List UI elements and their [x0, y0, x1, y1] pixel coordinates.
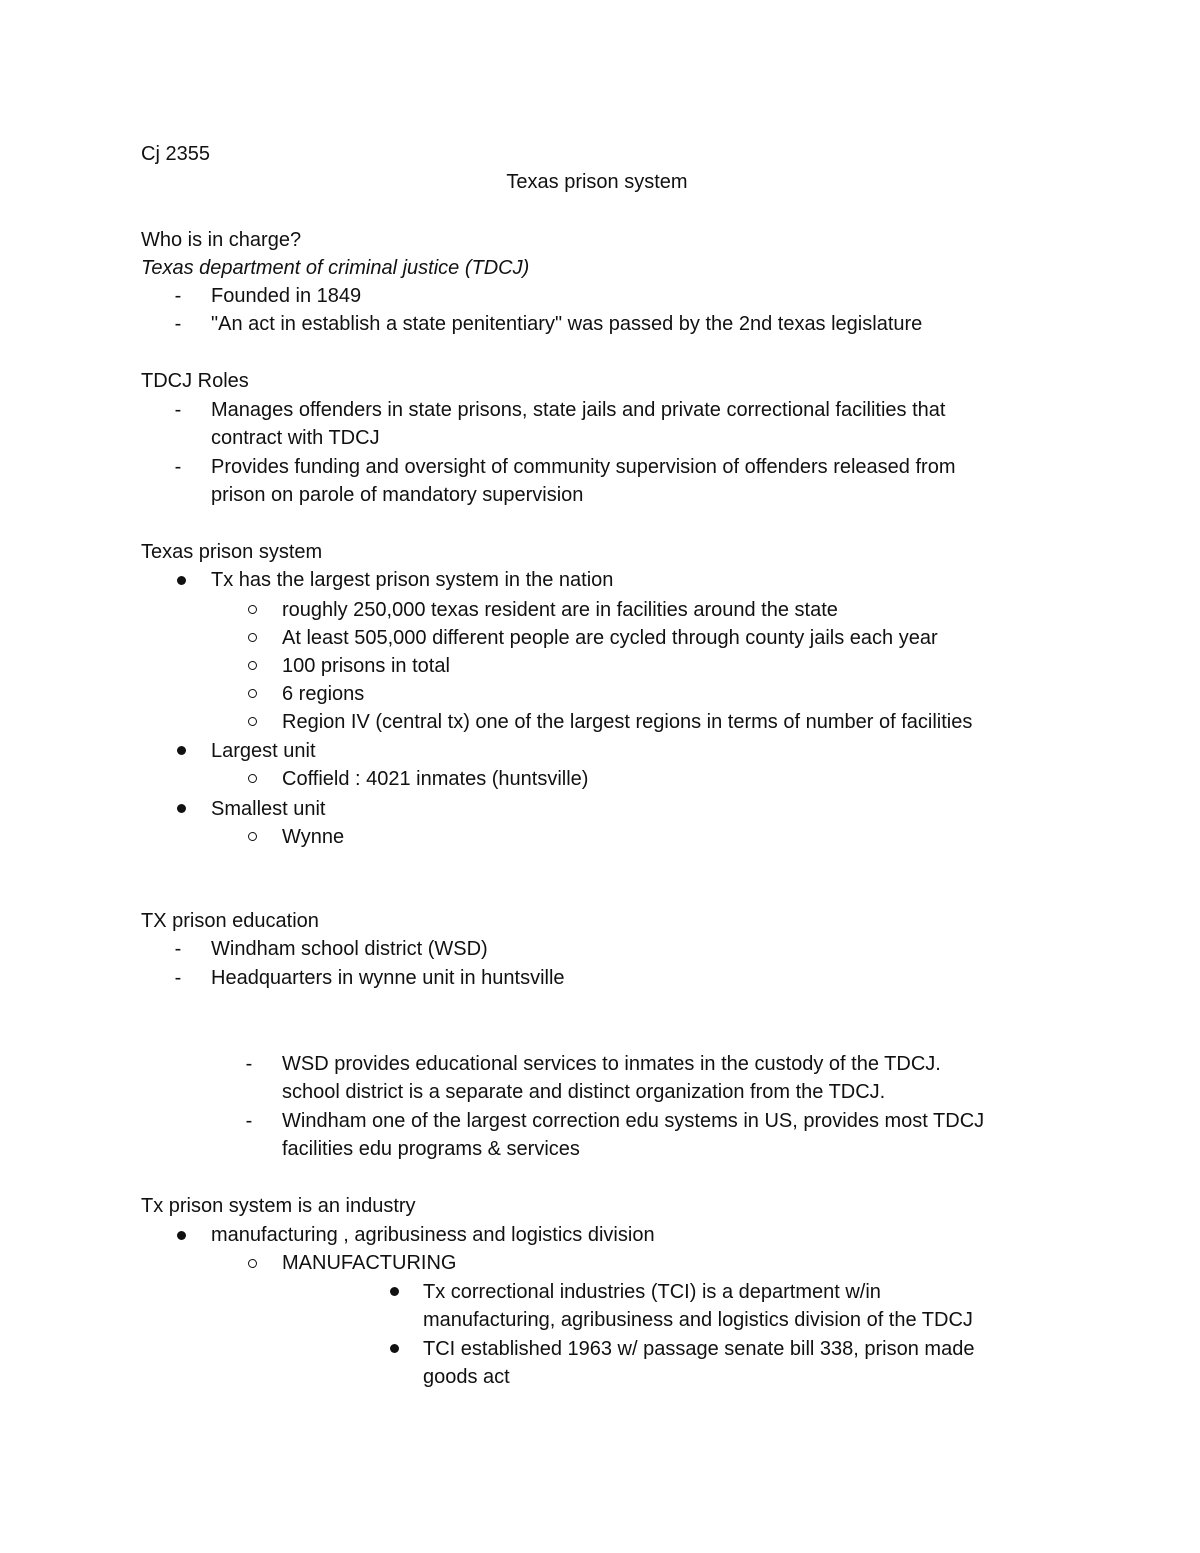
- section-heading-tdcj-roles: TDCJ Roles: [141, 370, 249, 392]
- sub-bullet-item: At least 505,000 different people are cycled through county jails each year: [282, 627, 938, 649]
- bullet-disc-icon: [390, 1287, 399, 1296]
- dash-marker: -: [174, 938, 182, 960]
- section-heading-texas-prison-system: Texas prison system: [141, 541, 323, 563]
- list-item-continuation: contract with TDCJ: [211, 427, 380, 449]
- sub-bullet-item: Coffield : 4021 inmates (huntsville): [282, 768, 589, 790]
- sub-bullet-item: Wynne: [282, 826, 345, 848]
- sub-bullet-item: MANUFACTURING: [282, 1252, 457, 1274]
- sub-bullet-item: 100 prisons in total: [282, 655, 450, 677]
- bullet-item: Tx has the largest prison system in the nation: [211, 569, 614, 591]
- bullet-circle-icon: [248, 633, 257, 642]
- bullet-circle-icon: [248, 832, 257, 841]
- dash-marker: -: [174, 456, 182, 478]
- list-item: "An act in establish a state penitentiary" was passed by the 2nd texas legislature: [211, 313, 923, 335]
- list-item: Windham school district (WSD): [211, 938, 488, 960]
- deep-bullet-item: Tx correctional industries (TCI) is a department w/in: [423, 1281, 881, 1303]
- dash-marker: -: [245, 1110, 253, 1132]
- sub-list-item: Windham one of the largest correction edu systems in US, provides most TDCJ: [282, 1110, 985, 1132]
- section-heading-industry: Tx prison system is an industry: [141, 1195, 416, 1217]
- section-heading-tx-prison-education: TX prison education: [141, 910, 319, 932]
- document-title: Texas prison system: [506, 171, 688, 193]
- bullet-circle-icon: [248, 605, 257, 614]
- list-item: Founded in 1849: [211, 285, 362, 307]
- bullet-disc-icon: [177, 1231, 186, 1240]
- bullet-circle-icon: [248, 717, 257, 726]
- bullet-disc-icon: [390, 1344, 399, 1353]
- bullet-disc-icon: [177, 804, 186, 813]
- bullet-item: Smallest unit: [211, 798, 326, 820]
- bullet-disc-icon: [177, 746, 186, 755]
- dash-marker: -: [245, 1053, 253, 1075]
- sub-list-item-continuation: school district is a separate and distinct organization from the TDCJ.: [282, 1081, 886, 1103]
- bullet-circle-icon: [248, 774, 257, 783]
- deep-bullet-item-continuation: goods act: [423, 1366, 510, 1388]
- list-item: Manages offenders in state prisons, state jails and private correctional facilities that: [211, 399, 946, 421]
- sub-bullet-item: roughly 250,000 texas resident are in facilities around the state: [282, 599, 838, 621]
- deep-bullet-item: TCI established 1963 w/ passage senate bill 338, prison made: [423, 1338, 975, 1360]
- sub-bullet-item: 6 regions: [282, 683, 365, 705]
- bullet-item: Largest unit: [211, 740, 316, 762]
- dash-marker: -: [174, 313, 182, 335]
- bullet-circle-icon: [248, 661, 257, 670]
- bullet-circle-icon: [248, 1259, 257, 1268]
- bullet-circle-icon: [248, 689, 257, 698]
- sub-list-item-continuation: facilities edu programs & services: [282, 1138, 580, 1160]
- section-subheading-tdcj: Texas department of criminal justice (TDCJ): [141, 257, 530, 279]
- deep-bullet-item-continuation: manufacturing, agribusiness and logistics division of the TDCJ: [423, 1309, 973, 1331]
- list-item-continuation: prison on parole of mandatory supervision: [211, 484, 584, 506]
- list-item: Provides funding and oversight of community supervision of offenders released from: [211, 456, 956, 478]
- section-heading-who-in-charge: Who is in charge?: [141, 229, 302, 251]
- bullet-disc-icon: [177, 576, 186, 585]
- dash-marker: -: [174, 285, 182, 307]
- course-code: Cj 2355: [141, 143, 210, 165]
- dash-marker: -: [174, 967, 182, 989]
- dash-marker: -: [174, 399, 182, 421]
- list-item: Headquarters in wynne unit in huntsville: [211, 967, 565, 989]
- sub-list-item: WSD provides educational services to inmates in the custody of the TDCJ.: [282, 1053, 941, 1075]
- sub-bullet-item: Region IV (central tx) one of the largest regions in terms of number of facilities: [282, 711, 973, 733]
- bullet-item: manufacturing , agribusiness and logistics division: [211, 1224, 655, 1246]
